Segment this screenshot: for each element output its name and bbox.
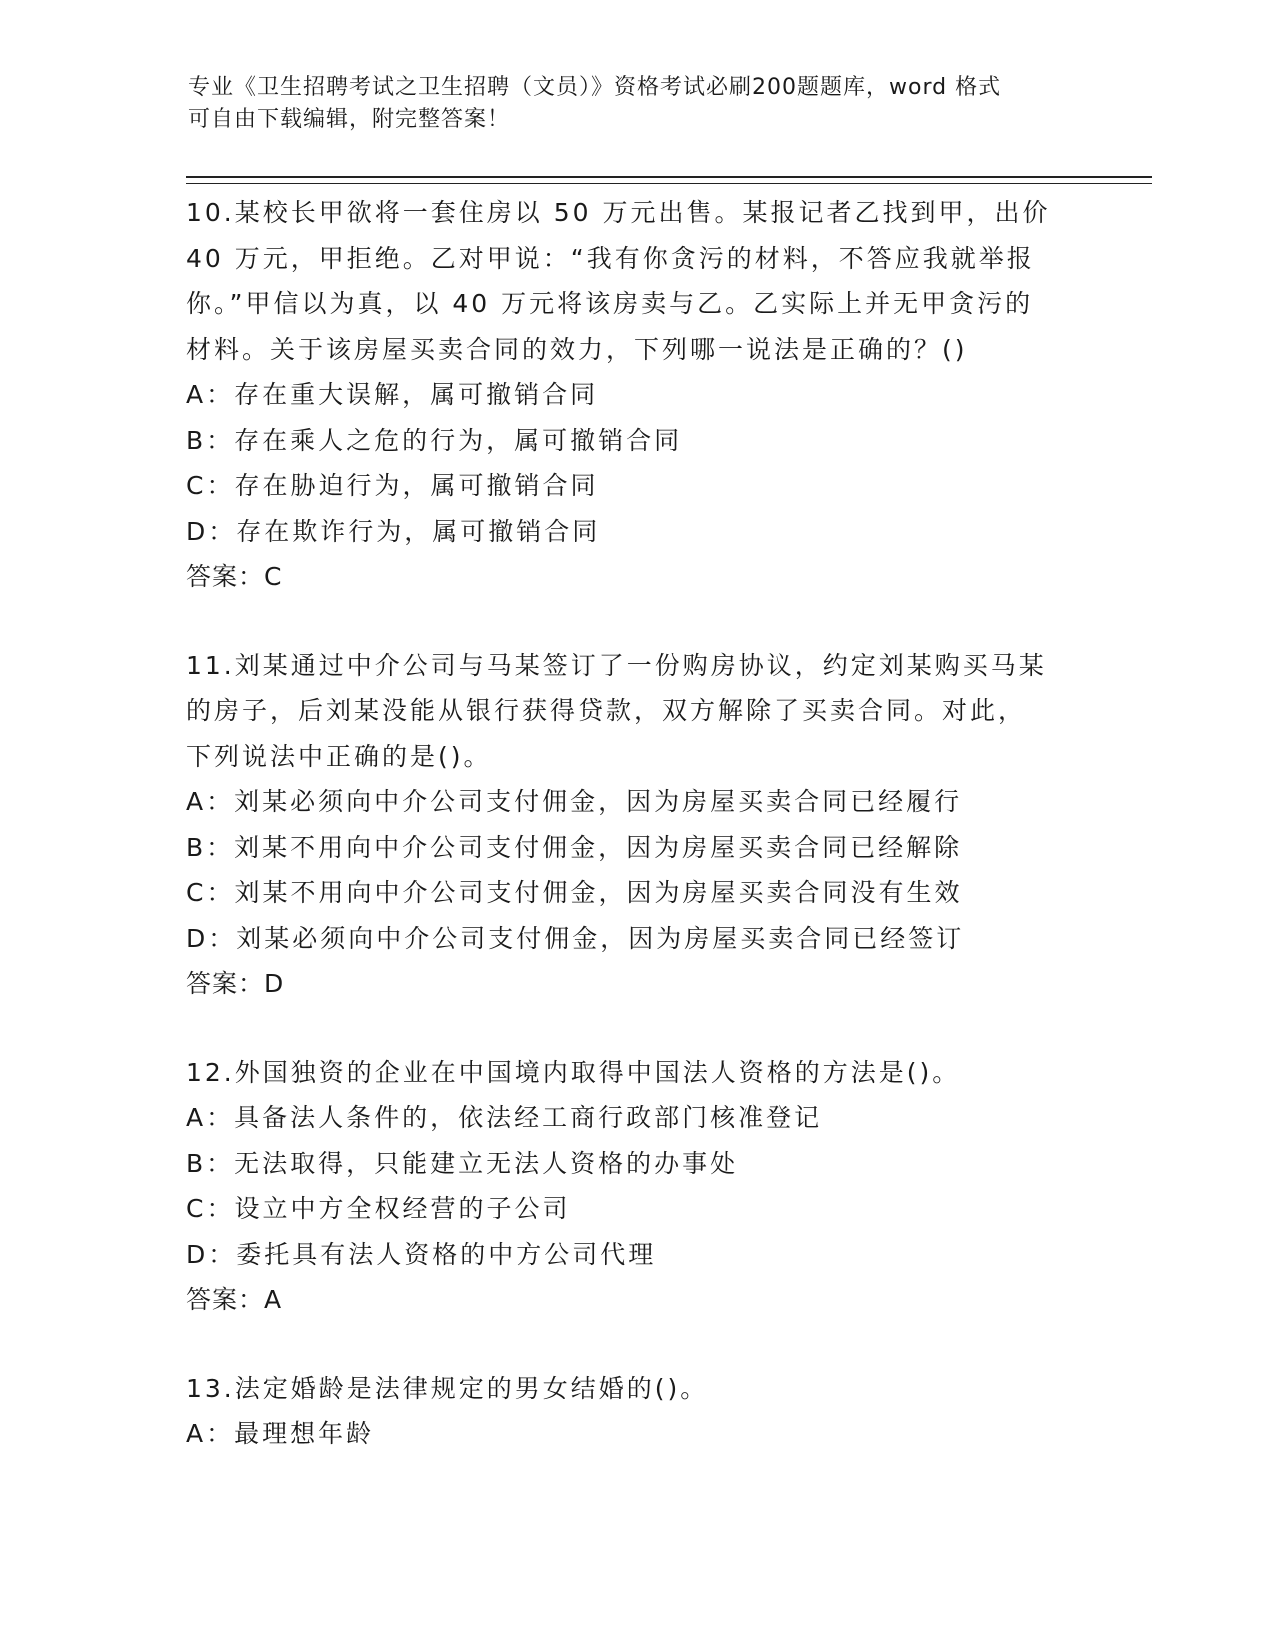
option-d: D：存在欺诈行为，属可撤销合同 [186, 516, 601, 546]
option-b: B：存在乘人之危的行为，属可撤销合同 [186, 425, 683, 455]
header-line-2: 可自由下载编辑，附完整答案！ [188, 107, 511, 132]
question-12 [186, 1050, 1086, 1323]
option-d: D：委托具有法人资格的中方公司代理 [186, 1239, 657, 1269]
question-text-line: 材料。关于该房屋买卖合同的效力，下列哪一说法是正确的？() [186, 334, 968, 364]
option-a: A：刘某必须向中介公司支付佣金，因为房屋买卖合同已经履行 [186, 787, 963, 816]
answer: 答案：D [186, 969, 285, 998]
option-a: A：存在重大误解，属可撤销合同 [186, 380, 599, 409]
answer: 答案：A [186, 1285, 283, 1314]
question-list [186, 190, 1086, 1457]
question-11 [186, 643, 1086, 1007]
option-a: A：具备法人条件的，依法经工商行政部门核准登记 [186, 1103, 823, 1132]
question-text-line: 13.法定婚龄是法律规定的男女结婚的()。 [186, 1373, 709, 1403]
header-line-1: 专业《卫生招聘考试之卫生招聘（文员）》资格考试必刷200题题库，word 格式 [188, 75, 1002, 100]
question-text-line: 40 万元，甲拒绝。乙对甲说：“我有你贪污的材料，不答应我就举报 [186, 243, 1035, 273]
question-13 [186, 1366, 1086, 1457]
option-b: B：无法取得，只能建立无法人资格的办事处 [186, 1148, 739, 1178]
question-text-line: 的房子，后刘某没能从银行获得贷款，双方解除了买卖合同。对此， [186, 696, 1027, 725]
option-d: D：刘某必须向中介公司支付佣金，因为房屋买卖合同已经签订 [186, 923, 965, 953]
question-text-line: 10.某校长甲欲将一套住房以 50 万元出售。某报记者乙找到甲，出价 [186, 198, 1051, 227]
answer: 答案：C [186, 562, 283, 591]
question-text-line: 下列说法中正确的是()。 [186, 741, 492, 771]
option-c: C：存在胁迫行为，属可撤销合同 [186, 471, 599, 500]
question-10 [186, 190, 1086, 600]
question-text-line: 你。”甲信以为真，以 40 万元将该房卖与乙。乙实际上并无甲贪污的 [186, 289, 1034, 318]
header-divider [186, 176, 1152, 184]
option-c: C：设立中方全权经营的子公司 [186, 1194, 571, 1223]
option-c: C：刘某不用向中介公司支付佣金，因为房屋买卖合同没有生效 [186, 878, 963, 907]
question-text-line: 12.外国独资的企业在中国境内取得中国法人资格的方法是()。 [186, 1057, 961, 1087]
document-header [188, 72, 1088, 136]
option-b: B：刘某不用向中介公司支付佣金，因为房屋买卖合同已经解除 [186, 832, 963, 862]
option-a: A：最理想年龄 [186, 1419, 375, 1448]
question-text-line: 11.刘某通过中介公司与马某签订了一份购房协议，约定刘某购买马某 [186, 650, 1047, 680]
